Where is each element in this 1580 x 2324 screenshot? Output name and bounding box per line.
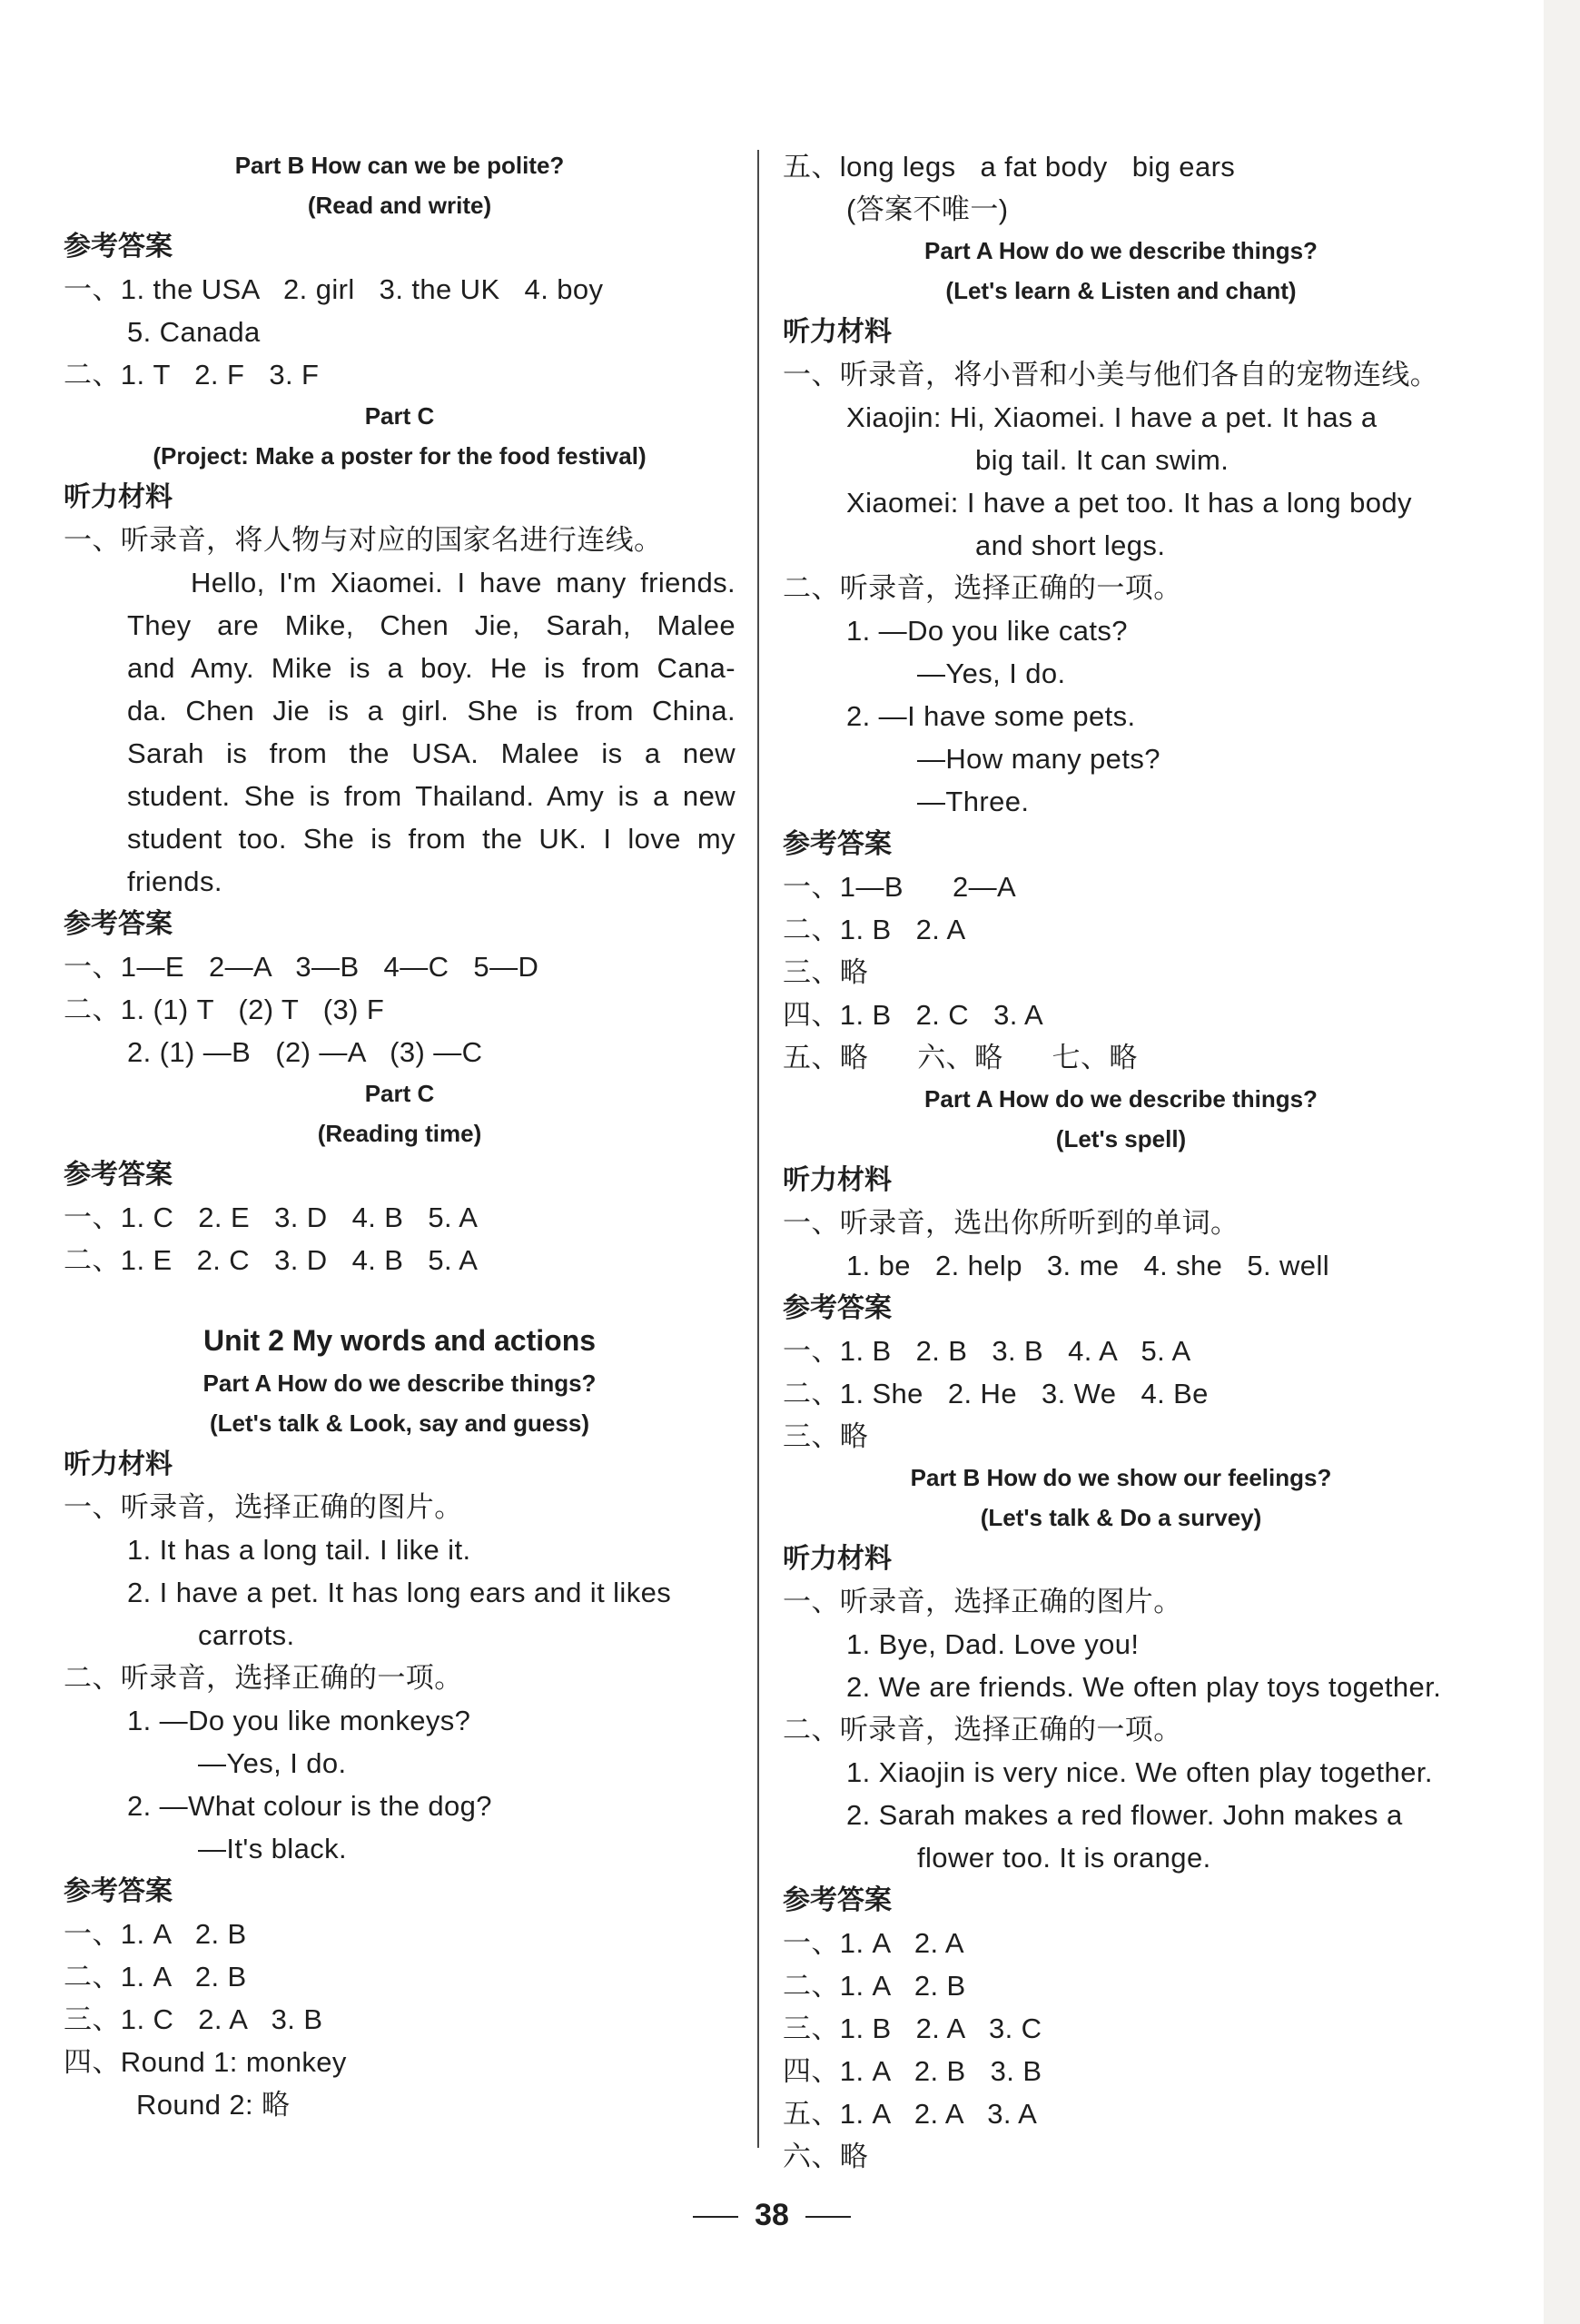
answer-line: 四、1. B 2. C 3. A [783, 999, 1044, 1031]
answer-line: 三、1. B 2. A 3. C [783, 2012, 1042, 2044]
script-line: 1. be 2. help 3. me 4. she 5. well [846, 1250, 1330, 1281]
answer-line: Round 2: 略 [136, 2089, 291, 2121]
script-line: Xiaomei: I have a pet too. It has a long body [846, 487, 1412, 519]
script-line: 2. —I have some pets. [846, 700, 1136, 732]
section-title: Part B How do we show our feelings? [910, 1464, 1332, 1491]
passage-line: student. She is from Thailand. Amy is a new [127, 780, 736, 812]
passage-line: friends. [127, 865, 222, 897]
answer-label: 参考答案 [783, 1885, 892, 1915]
passage-line: and Amy. Mike is a boy. He is from Cana- [127, 652, 736, 684]
answer-label: 参考答案 [783, 829, 892, 859]
answer-line: 一、1. B 2. B 3. B 4. A 5. A [783, 1335, 1191, 1367]
script-line: 1. Bye, Dad. Love you! [846, 1628, 1140, 1660]
answer-line: 一、1—E 2—A 3—B 4—C 5—D [64, 951, 539, 983]
question-heading: 一、听录音，选择正确的图片。 [783, 1586, 1182, 1617]
answer-label: 参考答案 [64, 232, 173, 262]
answer-line: 一、1. the USA 2. girl 3. the UK 4. boy [64, 273, 604, 305]
answer-line: 一、1. C 2. E 3. D 4. B 5. A [64, 1202, 479, 1233]
answer-label: 参考答案 [64, 1876, 173, 1906]
question-heading: 一、听录音，将小晋和小美与他们各自的宠物连线。 [783, 359, 1439, 391]
passage-line: Sarah is from the USA. Malee is a new [127, 737, 736, 769]
answer-line: 五、1. A 2. A 3. A [783, 2098, 1038, 2130]
listening-label: 听力材料 [64, 1449, 173, 1479]
script-line: 1. —Do you like cats? [846, 615, 1128, 647]
question-heading: 二、听录音，选择正确的一项。 [783, 1714, 1182, 1745]
answer-line: 5. Canada [127, 316, 261, 348]
listening-label: 听力材料 [64, 482, 173, 512]
section-title: Part C [364, 402, 435, 430]
script-line: 2. We are friends. We often play toys together. [846, 1671, 1442, 1703]
question-heading: 二、听录音，选择正确的一项。 [64, 1662, 463, 1694]
answer-label: 参考答案 [783, 1293, 892, 1323]
script-line: —Three. [917, 786, 1030, 817]
answer-line: 二、1. B 2. A [783, 914, 966, 945]
answer-line: 一、1. A 2. B [64, 1918, 247, 1950]
script-line: and short legs. [975, 529, 1166, 561]
section-title: Part B How can we be polite? [234, 152, 565, 179]
passage-line: They are Mike, Chen Jie, Sarah, Malee [127, 609, 736, 641]
script-line: 1. Xiaojin is very nice. We often play together. [846, 1756, 1433, 1788]
script-line: big tail. It can swim. [975, 444, 1229, 476]
listening-label: 听力材料 [783, 1544, 892, 1574]
script-line: 1. It has a long tail. I like it. [127, 1534, 471, 1566]
section-subtitle: (Read and write) [307, 192, 492, 219]
section-title: Part A How do we describe things? [924, 1085, 1318, 1113]
script-line: 2. I have a pet. It has long ears and it likes [127, 1577, 672, 1608]
section-subtitle: (Let's talk & Look, say and guess) [210, 1409, 589, 1437]
answer-line: 二、1. E 2. C 3. D 4. B 5. A [64, 1244, 479, 1276]
answer-line: 一、1. A 2. A [783, 1927, 964, 1959]
page-number-value: 38 [755, 2198, 789, 2232]
answer-label: 参考答案 [64, 1160, 173, 1190]
script-line: —Yes, I do. [917, 658, 1066, 689]
answer-line: 2. (1) —B (2) —A (3) —C [127, 1036, 483, 1068]
answer-label: 参考答案 [64, 909, 173, 939]
passage-line: Hello, I'm Xiaomei. I have many friends. [191, 567, 736, 598]
answer-line: 二、1. She 2. He 3. We 4. Be [783, 1378, 1209, 1409]
question-heading: 一、听录音，选出你所听到的单词。 [783, 1207, 1239, 1239]
section-subtitle: (Let's learn & Listen and chant) [945, 277, 1297, 304]
unit-title: Unit 2 My words and actions [202, 1324, 597, 1357]
left-column [64, 145, 736, 2126]
answer-line: 一、1—B 2—A [783, 871, 1017, 903]
script-line: 1. —Do you like monkeys? [127, 1705, 471, 1736]
answer-line: 四、1. A 2. B 3. B [783, 2055, 1042, 2087]
answer-line: 三、1. C 2. A 3. B [64, 2003, 323, 2035]
answer-line: 三、略 [783, 1420, 869, 1452]
section-title: Part A How do we describe things? [924, 237, 1318, 264]
script-line: flower too. It is orange. [917, 1842, 1211, 1874]
script-line: Xiaojin: Hi, Xiaomei. I have a pet. It has a [846, 401, 1378, 433]
script-line: —Yes, I do. [198, 1747, 347, 1779]
section-subtitle: (Reading time) [317, 1120, 482, 1147]
answer-line: 二、1. T 2. F 3. F [64, 359, 320, 391]
answer-line: 二、1. A 2. B [783, 1970, 966, 2002]
listening-label: 听力材料 [783, 317, 892, 347]
answer-line: 五、long legs a fat body big ears [783, 151, 1236, 183]
script-line: 2. Sarah makes a red flower. John makes a [846, 1799, 1403, 1831]
listening-label: 听力材料 [783, 1165, 892, 1195]
script-line: —How many pets? [917, 743, 1160, 775]
script-line: —It's black. [198, 1833, 348, 1864]
answer-line: 三、略 [783, 956, 869, 988]
page-number [0, 2198, 1544, 2233]
answer-line: 二、1. A 2. B [64, 1961, 247, 1993]
answer-line: 二、1. (1) T (2) T (3) F [64, 994, 385, 1025]
question-heading: 一、听录音，选择正确的图片。 [64, 1491, 463, 1523]
script-line: 2. —What colour is the dog? [127, 1790, 492, 1822]
question-heading: 一、听录音，将人物与对应的国家名进行连线。 [64, 524, 663, 556]
answer-line: 六、略 [783, 2141, 869, 2172]
section-subtitle: (Let's spell) [1055, 1125, 1187, 1152]
column-divider [757, 150, 759, 2148]
passage-line: da. Chen Jie is a girl. She is from China. [127, 695, 736, 727]
passage-line: student too. She is from the UK. I love my [127, 823, 736, 855]
question-heading: 二、听录音，选择正确的一项。 [783, 572, 1182, 604]
answer-note: (答案不唯一) [846, 193, 1009, 225]
right-column [783, 145, 1459, 2178]
section-title: Part C [364, 1080, 435, 1107]
section-subtitle: (Let's talk & Do a survey) [980, 1504, 1262, 1531]
answer-line: 五、略 六、略 七、略 [783, 1042, 1138, 1073]
section-subtitle: (Project: Make a poster for the food festival) [153, 442, 647, 470]
answer-line: 四、Round 1: monkey [64, 2046, 347, 2078]
section-title: Part A How do we describe things? [202, 1370, 597, 1397]
script-line: carrots. [198, 1619, 295, 1651]
